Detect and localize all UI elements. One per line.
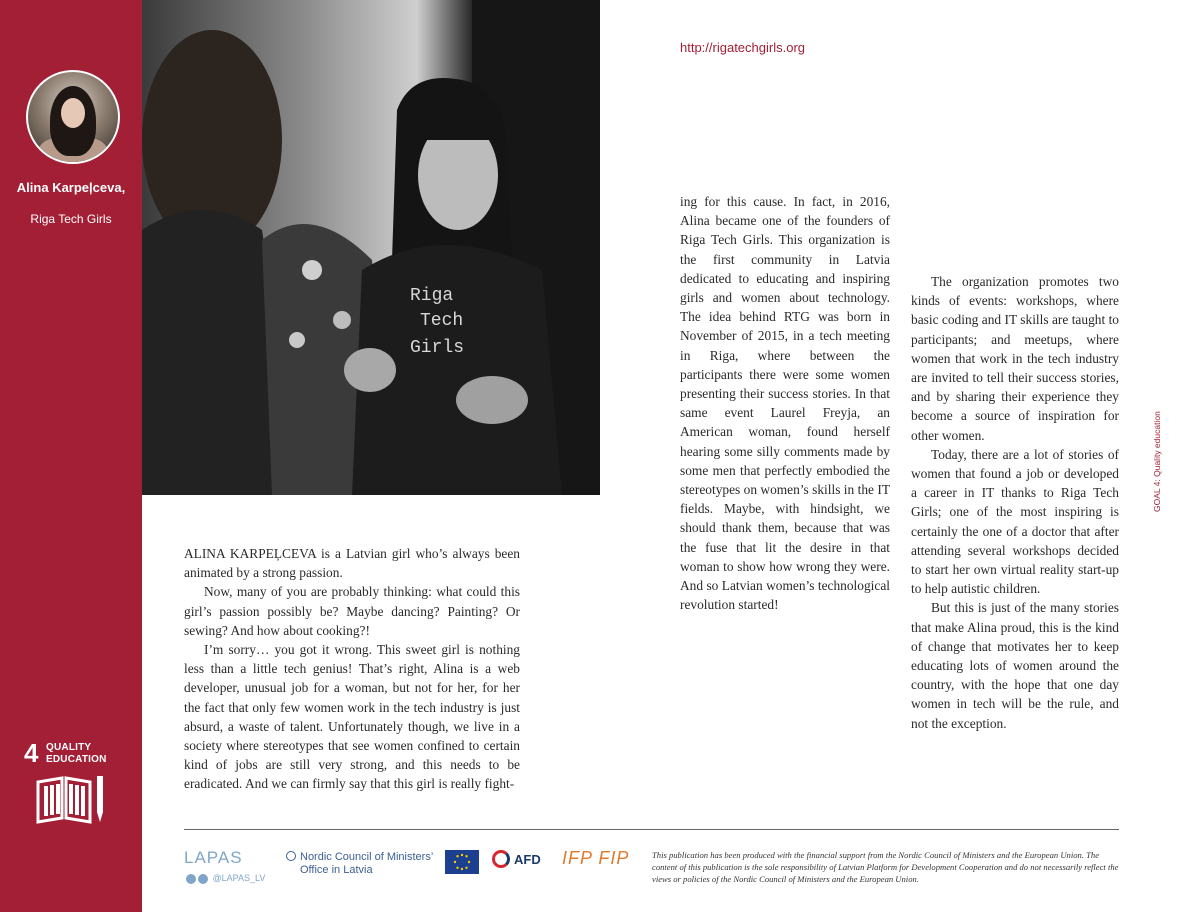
- goal-title-line1: QUALITY: [46, 742, 92, 753]
- lapas-logo: [184, 848, 243, 868]
- shirt-text-line3: Girls: [410, 338, 465, 358]
- twitter-icon[interactable]: [198, 874, 208, 884]
- person-name: Alina Karpeļceva,: [16, 180, 126, 195]
- shirt-text-line1: Riga: [410, 286, 454, 306]
- article-column-3: [911, 272, 1119, 733]
- facebook-icon[interactable]: [186, 874, 196, 884]
- nordic-line1: Nordic Council of Ministers’: [300, 851, 434, 863]
- nordic-line2: Office in Latvia: [300, 864, 373, 876]
- paragraph: The organization promotes two kinds of events: workshops, where basic coding and IT skills are taught to participants; and meetups, where women that work in the tech industry are invited to tell their success stories, and by sharing their experience they become a source of inspiration for other women.: [911, 274, 1119, 443]
- sidebar: [0, 0, 142, 912]
- article-column-2: [680, 192, 890, 614]
- afd-ring-icon: [492, 850, 510, 868]
- paragraph: I’m sorry… you got it wrong. This sweet girl is nothing less than a little tech genius! That’s right, Alina is a web developer, unusual job for a woman, but not for her, for her the fact that only few women work in the tech industry is just absurd, a waste of talent. Unfortunately though, we live in a society where stereotypes that see women confined to certain kind of jobs are still very strong, and this needs to be eradicated. And we can firmly say that this girl is really fight-: [184, 642, 520, 792]
- goal-number: 4: [24, 738, 39, 768]
- footer-divider: [184, 829, 1119, 830]
- avatar: [26, 70, 120, 164]
- lapas-logo-text: LAPAS: [184, 848, 243, 867]
- website-link[interactable]: http://rigatechgirls.org: [680, 40, 806, 55]
- photo-illustration: [142, 0, 600, 495]
- nordic-council-logo: [286, 851, 436, 877]
- paragraph: ing for this cause. In fact, in 2016, Alina became one of the founders of Riga Tech Girls. This organization is the first community in Latvia dedicated to educating and inspiring girls and women about technology. The idea behind RTG was born in November of 2015, in a tech meeting in Riga, where between the participants there were some women presenting their success stories. In that same event Laurel Freyja, an American woman, found herself hearing some silly comments made by some men that perfectly embodied the stereotypes on women’s skills in the IT fields. Maybe, with hindsight, we should thank them, because that was the fuse that lit the desire in that woman to show how wrong they were. And so Latvian women’s technological revolution started!: [680, 194, 890, 613]
- goal-title-line2: EDUCATION: [46, 754, 107, 765]
- lapas-handle: @LAPAS_LV: [212, 873, 266, 883]
- paragraph: But this is just of the many stories that make Alina proud, this is the kind of change that motivates her to keep educating lots of women around the country, with the hope that one day women in tech will be the rule, and not the exception.: [911, 600, 1119, 731]
- afd-logo: [492, 850, 541, 868]
- eu-flag-icon: [445, 850, 479, 874]
- ifp-fip-logo: IFP FIP: [562, 848, 630, 868]
- swan-icon: [286, 851, 296, 861]
- open-book-pencil-icon: [36, 774, 106, 828]
- shirt-text-line2: Tech: [420, 311, 464, 331]
- funding-disclaimer: This publication has been produced with the financial support from the Nordic Council of Ministers and the European Union. The content of this publication is the sole responsibility of Latvian Platform for Development Cooperation and do not necessarily reflect the views or policies of the Nordic Council of Ministers and the European Union.: [652, 850, 1119, 884]
- person-organization: Riga Tech Girls: [30, 212, 112, 226]
- paragraph: Today, there are a lot of stories of women that found a job or developed a career in IT thanks to Riga Tech Girls; one of the most inspiring is certainly the one of a doctor that after attending several workshops decided to start her own virtual reality start-up to help autistic children.: [911, 446, 1119, 597]
- paragraph: Now, many of you are probably thinking: what could this girl’s passion possibly be? Maybe dancing? Painting? Or sewing? And how about cooking?!: [184, 584, 520, 638]
- side-goal-label: GOAL 4: Quality education: [1152, 411, 1162, 512]
- goal-title: [46, 742, 107, 766]
- paragraph: ALINA KARPEĻCEVA is a Latvian girl who’s always been animated by a strong passion.: [184, 546, 520, 581]
- portrait-photo: [142, 0, 600, 495]
- article-column-1: [184, 544, 520, 794]
- lapas-social: [186, 873, 265, 884]
- afd-text: AFD: [514, 852, 541, 867]
